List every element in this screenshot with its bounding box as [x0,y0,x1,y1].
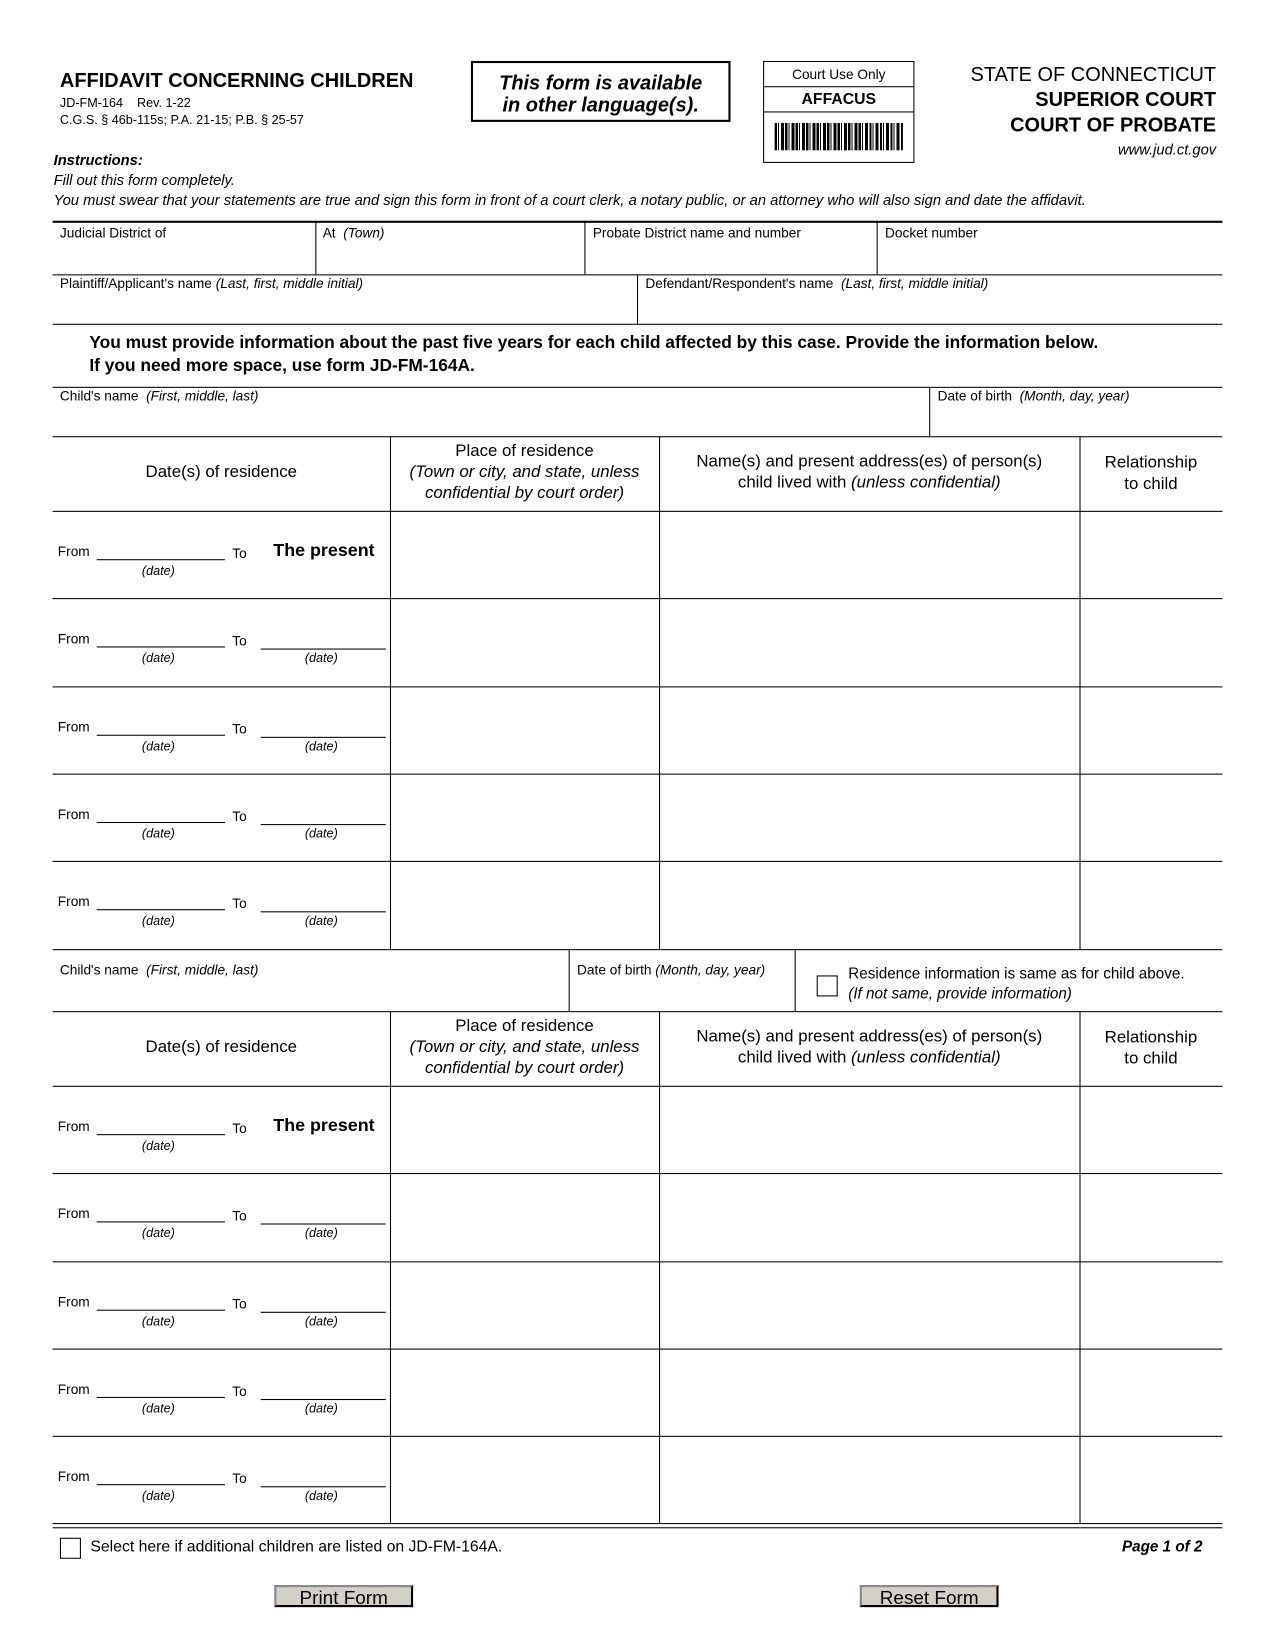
header-place-hint-1: (Town or city, and state, unless [409,1038,640,1057]
persons-address-input[interactable] [661,1263,1077,1346]
website: www.jud.ct.gov [1117,140,1217,158]
court-code: AFFACUS [764,87,913,112]
plaintiff-hint: (Last, first, middle initial) [215,275,364,292]
persons-address-input[interactable] [661,1438,1077,1521]
from-date-input[interactable] [97,559,225,560]
child-name-label: Child's name [59,387,139,404]
relationship-input[interactable] [1082,600,1221,683]
notice-line-1: You must provide information about the past five years for each child affected by this case. Provide the information below. [89,333,1099,353]
header-persons-hint: (unless confidential) [851,1048,1001,1067]
place-of-residence-input[interactable] [392,1263,657,1346]
child1-name-field[interactable] [60,388,259,404]
town-field[interactable] [323,225,385,241]
date-hint: (date) [304,913,338,929]
divider [795,950,796,1011]
persons-address-input[interactable] [661,776,1077,859]
header-persons [659,452,1079,494]
table-bottom-divider [53,1523,1223,1528]
relationship-input[interactable] [1082,688,1221,771]
divider [53,1011,1223,1012]
from-label: From [57,1381,90,1397]
form-title: AFFIDAVIT CONCERNING CHILDREN [59,70,414,93]
date-hint: (date) [304,1225,338,1241]
page-number: Page 1 of 2 [1121,1538,1203,1556]
header-persons-text: child lived with [737,474,847,492]
row-divider [53,686,1223,687]
to-label: To [232,1470,247,1487]
column-divider [390,1011,391,1523]
column-divider [1079,1011,1080,1523]
row-divider [53,773,1223,774]
to-label: To [232,720,247,737]
to-present: The present [273,1115,375,1136]
to-date-input[interactable] [261,649,386,650]
judicial-district-field[interactable] [60,225,166,241]
header-persons-line-2 [659,1048,1079,1069]
header-persons [659,1027,1079,1069]
header-place-hint-1: (Town or city, and state, unless [409,463,640,482]
languages-line-2: in other language(s). [502,94,699,117]
from-label: From [57,1205,90,1222]
place-of-residence-input[interactable] [392,1351,657,1434]
form-number: JD-FM-164 Rev. 1-22 [59,95,191,111]
to-date-input[interactable] [261,1399,386,1400]
from-label: From [57,543,90,560]
date-hint: (date) [304,826,338,841]
to-date-input[interactable] [261,912,386,913]
at-label: At [322,224,336,241]
instructions-line-2: You must swear that your statements are true and sign this form in front of a court clerk, a notary public, or an attorney who will also sign and date the affidavit. [53,191,1086,209]
relationship-input[interactable] [1082,776,1221,859]
same-residence-label: Residence information is same as for child above. [848,965,1185,983]
persons-address-input[interactable] [661,863,1077,946]
header-dates: Date(s) of residence [145,1038,297,1057]
to-label: To [232,1120,247,1137]
header-relationship [1079,1028,1222,1070]
judicial-district-label: Judicial District of [59,224,167,241]
defendant-label: Defendant/Respondent's name [645,275,834,292]
place-of-residence-input[interactable] [392,600,657,683]
to-date-input[interactable] [261,824,386,825]
dob-hint: (Month, day, year) [655,961,766,978]
place-of-residence-input[interactable] [392,776,657,859]
barcode-icon [775,123,903,150]
from-date-input[interactable] [97,1222,225,1223]
from-label: From [57,1118,90,1135]
from-date-input[interactable] [97,822,225,823]
child1-dob-field[interactable] [938,388,1130,404]
row-divider [53,861,1223,862]
date-hint: (date) [141,1488,175,1504]
row-divider [53,1348,1223,1349]
at-hint: (Town) [343,224,385,241]
place-of-residence-input[interactable] [392,1175,657,1258]
row-divider [53,1436,1223,1437]
divider [53,436,1223,437]
divider [315,222,316,275]
from-date-input[interactable] [97,909,225,910]
header-place-hint-2: confidential by court order) [424,484,625,503]
header-persons-line-1: Name(s) and present address(es) of person(s) [696,1027,1043,1046]
column-divider [1079,436,1080,948]
to-date-input[interactable] [261,1486,386,1487]
date-hint: (date) [141,563,175,579]
divider [53,221,1223,223]
row-divider [53,1086,1223,1087]
child-name-hint: (First, middle, last) [146,961,259,978]
to-date-input[interactable] [261,736,386,737]
from-date-input[interactable] [97,1134,225,1135]
to-date-input[interactable] [261,1311,386,1312]
relationship-input[interactable] [1082,863,1221,946]
from-date-input[interactable] [97,734,225,735]
header-place [390,441,659,504]
column-divider [390,436,391,948]
row-divider [53,598,1223,599]
date-hint: (date) [141,1401,175,1416]
date-hint: (date) [141,738,175,754]
row-divider [53,1173,1223,1174]
divider [584,222,585,275]
court-use-label: Court Use Only [764,62,913,87]
header-relationship-line-1: Relationship [1104,1029,1198,1047]
from-date-input[interactable] [97,1397,225,1398]
probate-district-field[interactable] [593,225,801,241]
header-relationship-line-2: to child [1124,1050,1178,1068]
dob-label: Date of birth [577,961,652,978]
divider [637,275,638,323]
date-hint: (date) [141,1138,175,1154]
divider [53,324,1223,325]
reset-form-button[interactable]: Reset Form [860,1585,999,1607]
relationship-input[interactable] [1082,1438,1221,1521]
header-persons-text: child lived with [737,1048,847,1067]
relationship-input[interactable] [1082,1088,1221,1171]
defendant-name-field[interactable] [645,275,988,291]
persons-address-input[interactable] [661,600,1077,683]
additional-children-checkbox[interactable] [60,1538,81,1559]
docket-number-field[interactable] [885,225,978,241]
child-name-hint: (First, middle, last) [146,387,259,404]
child2-dob-field[interactable] [577,962,765,978]
dob-label: Date of birth [937,387,1013,404]
court-of-probate: COURT OF PROBATE [1010,114,1217,137]
dob-hint: (Month, day, year) [1019,387,1130,404]
from-label: From [57,1293,90,1310]
divider [569,950,570,1011]
date-hint: (date) [304,738,338,754]
header-persons-line-2 [659,473,1079,494]
persons-address-input[interactable] [661,1088,1077,1171]
from-label: From [57,1468,90,1485]
from-date-input[interactable] [97,1309,225,1310]
defendant-hint: (Last, first, middle initial) [840,275,989,292]
header-relationship [1079,453,1222,495]
header-persons-hint: (unless confidential) [851,474,1001,492]
notice-line-2: If you need more space, use form JD-FM-164A. [89,356,475,376]
superior-court: SUPERIOR COURT [1035,89,1217,112]
relationship-input[interactable] [1082,1263,1221,1346]
to-label: To [232,545,247,562]
place-of-residence-input[interactable] [392,863,657,946]
to-label: To [232,1383,247,1399]
header-place-title: Place of residence [455,442,594,461]
to-label: To [232,1295,247,1312]
plaintiff-label: Plaintiff/Applicant's name [59,275,212,292]
header-place-title: Place of residence [455,1017,594,1036]
statutes: C.G.S. § 46b-115s; P.A. 21-15; P.B. § 25-57 [59,112,304,128]
to-label: To [232,808,247,824]
to-label: To [232,633,247,649]
row-divider [53,511,1223,512]
place-of-residence-input[interactable] [392,513,657,596]
from-label: From [57,806,90,822]
print-form-button[interactable]: Print Form [274,1585,413,1607]
persons-address-input[interactable] [661,513,1077,596]
header-dates: Date(s) of residence [145,463,297,482]
header-relationship-line-1: Relationship [1104,454,1198,472]
to-date-input[interactable] [261,1224,386,1225]
divider [877,222,878,275]
place-of-residence-input[interactable] [392,688,657,771]
date-hint: (date) [304,1313,338,1329]
same-residence-hint: (If not same, provide information) [848,985,1072,1003]
header-place [390,1016,659,1079]
plaintiff-name-field[interactable] [60,275,363,291]
date-hint: (date) [141,826,175,841]
date-hint: (date) [304,1488,338,1504]
header-persons-line-1: Name(s) and present address(es) of person(s) [696,453,1043,471]
from-label: From [57,630,90,647]
place-of-residence-input[interactable] [392,1438,657,1521]
to-label: To [232,1208,247,1224]
same-residence-checkbox[interactable] [817,975,838,996]
from-label: From [57,893,90,910]
date-hint: (date) [141,1225,175,1241]
probate-label: Probate District name and number [592,224,801,241]
persons-address-input[interactable] [661,688,1077,771]
court-use-box [763,61,914,163]
header-place-hint-2: confidential by court order) [424,1059,625,1078]
date-hint: (date) [304,1401,338,1416]
column-divider [659,1011,660,1523]
relationship-input[interactable] [1082,513,1221,596]
languages-line-1: This form is available [499,72,703,95]
instructions-line-1: Fill out this form completely. [53,171,235,189]
table-bottom-divider [53,949,1223,950]
persons-address-input[interactable] [661,1175,1077,1258]
place-of-residence-input[interactable] [392,1088,657,1171]
state-name: STATE OF CONNECTICUT [970,64,1217,87]
persons-address-input[interactable] [661,1351,1077,1434]
row-divider [53,1261,1223,1262]
divider [929,388,930,436]
docket-label: Docket number [885,224,978,241]
header-relationship-line-2: to child [1124,475,1178,493]
from-date-input[interactable] [97,647,225,648]
from-date-input[interactable] [97,1484,225,1485]
child-name-label: Child's name [59,961,139,978]
date-hint: (date) [141,650,175,666]
date-hint: (date) [141,913,175,929]
from-label: From [57,718,90,735]
date-hint: (date) [304,650,338,666]
to-label: To [232,895,247,912]
relationship-input[interactable] [1082,1175,1221,1258]
child2-name-field[interactable] [60,962,259,978]
relationship-input[interactable] [1082,1351,1221,1434]
date-hint: (date) [141,1313,175,1329]
languages-notice[interactable] [471,61,731,122]
column-divider [659,436,660,948]
instructions-heading: Instructions: [53,151,143,169]
additional-children-label: Select here if additional children are listed on JD-FM-164A. [90,1537,503,1556]
to-present: The present [273,540,375,561]
